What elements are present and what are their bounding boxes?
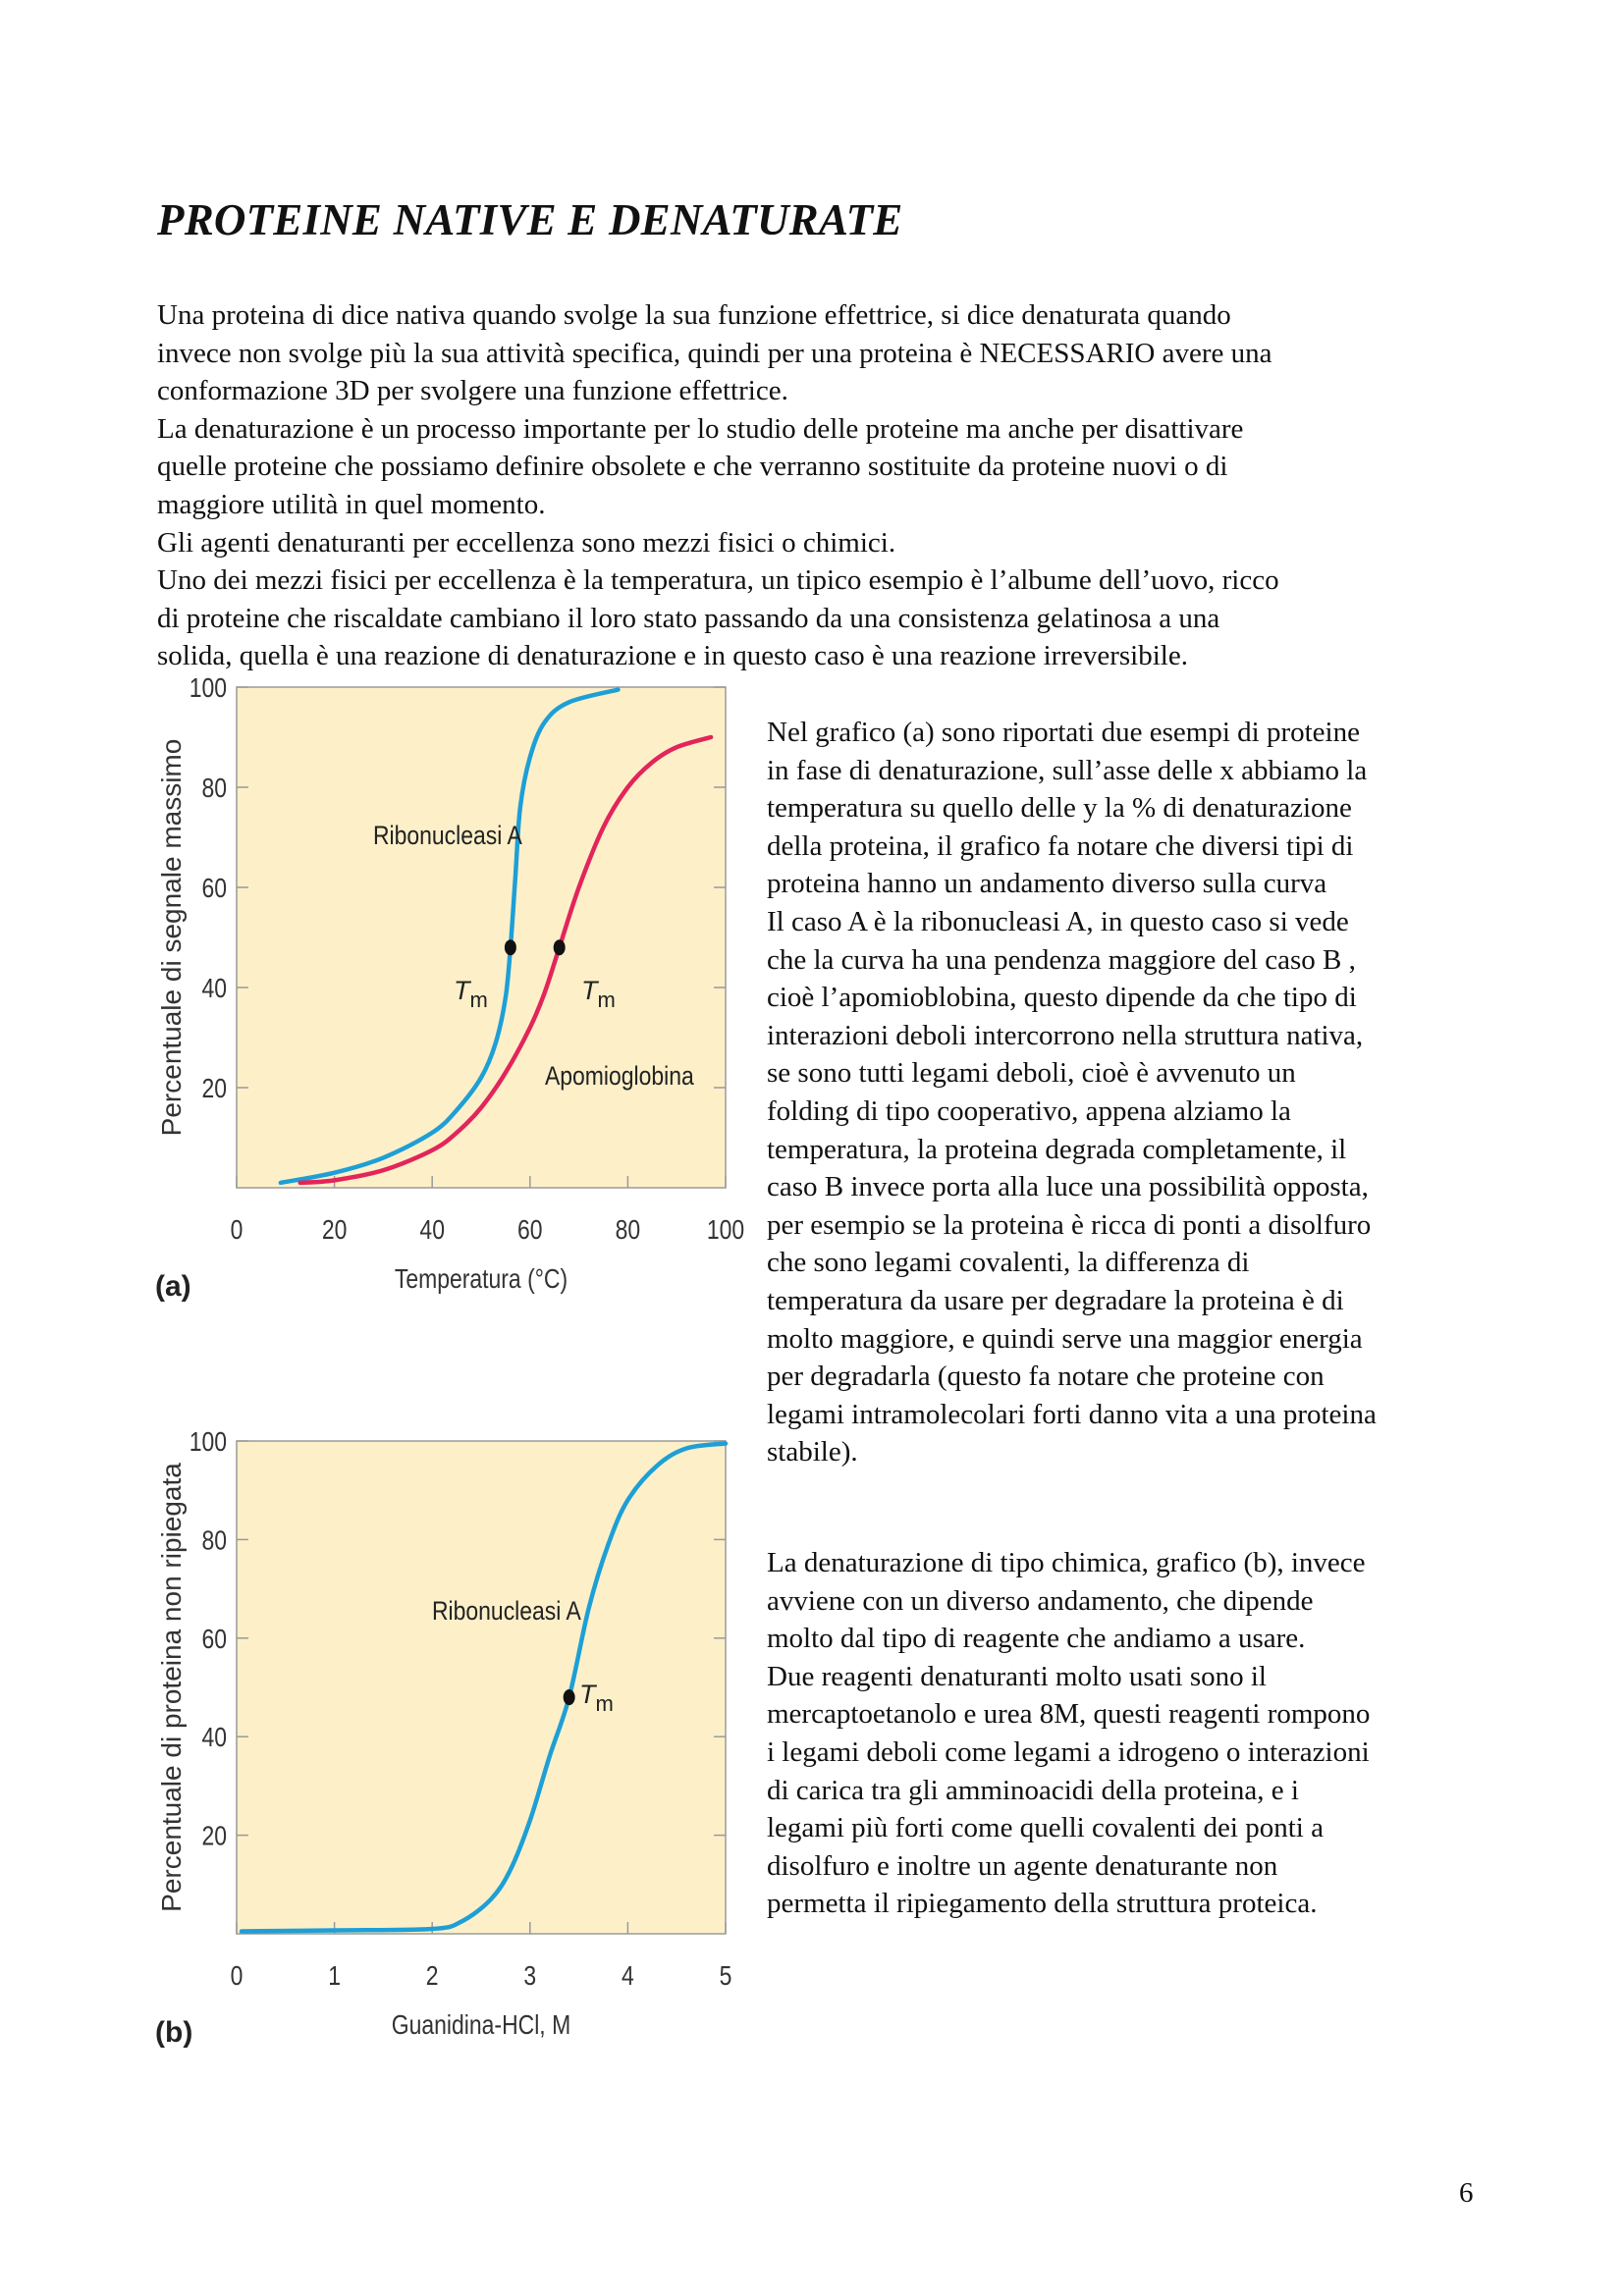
tm-subscript: m	[469, 988, 488, 1012]
x-axis-title: Guanidina-HCl, M	[391, 2009, 571, 2041]
text-line: Il caso A è la ribonucleasi A, in questo caso si vede	[767, 905, 1349, 937]
text-line: invece non svolge più la sua attività specifica, quindi per una proteina è NECESSARIO avere una	[157, 337, 1272, 369]
tm-subscript: m	[595, 1691, 614, 1716]
text-line: interazioni deboli intercorrono nella struttura nativa,	[767, 1019, 1364, 1051]
x-tick-label: 40	[419, 1214, 445, 1246]
text-line: Due reagenti denaturanti molto usati sono il	[767, 1660, 1267, 1692]
chart-b	[155, 1427, 731, 2049]
tm-point	[564, 1689, 575, 1705]
series-label: Ribonucleasi A	[373, 821, 522, 851]
chart-a	[155, 673, 744, 1303]
y-tick-label: 20	[201, 1073, 228, 1104]
text-line: per degradarla (questo fa notare che proteine con	[767, 1361, 1325, 1393]
y-tick-label: 80	[201, 1525, 228, 1556]
text-line: temperatura su quello delle y la % di denaturazione	[767, 792, 1352, 825]
text-line: caso B invece porta alla luce una possibilità opposta,	[767, 1171, 1369, 1203]
text-line: in fase di denaturazione, sull’asse delle x abbiamo la	[767, 754, 1368, 786]
text-line: mercaptoetanolo e urea 8M, questi reagenti rompono	[767, 1698, 1371, 1731]
text-line: quelle proteine che possiamo definire obsolete e che verranno sostituite da proteine nuovi o di	[157, 451, 1228, 483]
text-line: della proteina, il grafico fa notare che diversi tipi di	[767, 829, 1354, 862]
text-line: Gli agenti denaturanti per eccellenza sono mezzi fisici o chimici.	[157, 526, 896, 559]
x-axis-title: Temperatura (°C)	[394, 1263, 568, 1295]
x-tick-label: 100	[706, 1214, 745, 1246]
text-line: stabile).	[767, 1436, 858, 1468]
y-tick-label: 40	[201, 973, 228, 1004]
x-tick-label: 60	[517, 1214, 543, 1246]
panel-label: (b)	[155, 2016, 193, 2049]
text-line: Una proteina di dice nativa quando svolge la sua funzione effettrice, si dice denaturata quando	[157, 299, 1231, 331]
text-line: maggiore utilità in quel momento.	[157, 488, 546, 520]
text-line: La denaturazione è un processo importante per lo studio delle proteine ma anche per disattivare	[157, 412, 1244, 445]
y-tick-label: 100	[189, 1426, 228, 1458]
x-tick-label: 3	[523, 1960, 537, 1992]
y-tick-label: 100	[189, 672, 228, 704]
x-tick-label: 5	[719, 1960, 732, 1992]
tm-point	[554, 939, 566, 955]
text-line: La denaturazione di tipo chimica, grafico (b), invece	[767, 1547, 1366, 1578]
text-line: molto dal tipo di reagente che andiamo a usare.	[767, 1623, 1306, 1655]
text-line: per esempio se la proteina è ricca di ponti a disolfuro	[767, 1208, 1372, 1241]
text-line: di proteine che riscaldate cambiano il loro stato passando da una consistenza gelatinosa a una	[157, 602, 1220, 634]
text-line: folding di tipo cooperativo, appena alziamo la	[767, 1095, 1291, 1127]
plot-area	[237, 1441, 726, 1934]
y-tick-label: 20	[201, 1821, 228, 1852]
series-label: Ribonucleasi A	[432, 1596, 581, 1627]
y-tick-label: 60	[201, 873, 228, 904]
text-line: i legami deboli come legami a idrogeno o interazioni	[767, 1735, 1370, 1768]
x-tick-label: 2	[425, 1960, 439, 1992]
text-line: permetta il ripiegamento della struttura proteica.	[767, 1888, 1318, 1920]
text-line: Nel grafico (a) sono riportati due esempi di proteine	[767, 717, 1360, 748]
tm-letter: T	[581, 976, 598, 1005]
text-line: legami intramolecolari forti danno vita a una proteina	[767, 1398, 1377, 1430]
tm-subscript: m	[597, 988, 616, 1012]
text-line: che la curva ha una pendenza maggiore del caso B ,	[767, 943, 1356, 976]
tm-point	[505, 939, 516, 955]
text-line: solida, quella è una reazione di denaturazione e in questo caso è una reazione irreversibile.	[157, 640, 1188, 672]
y-tick-label: 80	[201, 773, 228, 804]
text-line: Uno dei mezzi fisici per eccellenza è la temperatura, un tipico esempio è l’albume dell’uovo, ricco	[157, 564, 1279, 597]
panel-label: (a)	[155, 1270, 191, 1303]
text-line: temperatura, la proteina degrada completamente, il	[767, 1133, 1347, 1165]
text-line: molto maggiore, e quindi serve una maggior energia	[767, 1322, 1363, 1355]
text-line: avviene con un diverso andamento, che dipende	[767, 1584, 1314, 1617]
tm-letter: T	[454, 976, 470, 1005]
text-line: legami più forti come quelli covalenti dei ponti a	[767, 1812, 1324, 1844]
x-tick-label: 80	[615, 1214, 641, 1246]
x-tick-label: 4	[622, 1960, 634, 1992]
x-tick-label: 1	[328, 1960, 341, 1992]
text-line: che sono legami covalenti, la differenza di	[767, 1247, 1250, 1279]
text-line: temperatura da usare per degradare la proteina è di	[767, 1284, 1344, 1316]
x-tick-label: 20	[321, 1214, 348, 1246]
y-tick-label: 40	[201, 1723, 228, 1753]
text-line: di carica tra gli amminoacidi della proteina, e i	[767, 1774, 1299, 1806]
y-axis-title: Percentuale di segnale massimo	[156, 738, 187, 1137]
text-line: se sono tutti legami deboli, cioè è avvenuto un	[767, 1057, 1296, 1090]
text-line: disolfuro e inoltre un agente denaturante non	[767, 1849, 1278, 1882]
text-line: conformazione 3D per svolgere una funzione effettrice.	[157, 375, 788, 407]
page-title: PROTEINE NATIVE E DENATURATE	[157, 195, 903, 244]
x-tick-label: 0	[230, 1214, 243, 1246]
series-label: Apomioglobina	[545, 1061, 694, 1092]
text-line: cioè l’apomioblobina, questo dipende da che tipo di	[767, 982, 1357, 1014]
y-axis-title: Percentuale di proteina non ripiegata	[156, 1463, 187, 1912]
page-number: 6	[1459, 2177, 1474, 2209]
x-tick-label: 0	[230, 1960, 243, 1992]
tm-letter: T	[579, 1680, 596, 1709]
text-line: proteina hanno un andamento diverso sulla curva	[767, 868, 1327, 900]
y-tick-label: 60	[201, 1624, 228, 1655]
